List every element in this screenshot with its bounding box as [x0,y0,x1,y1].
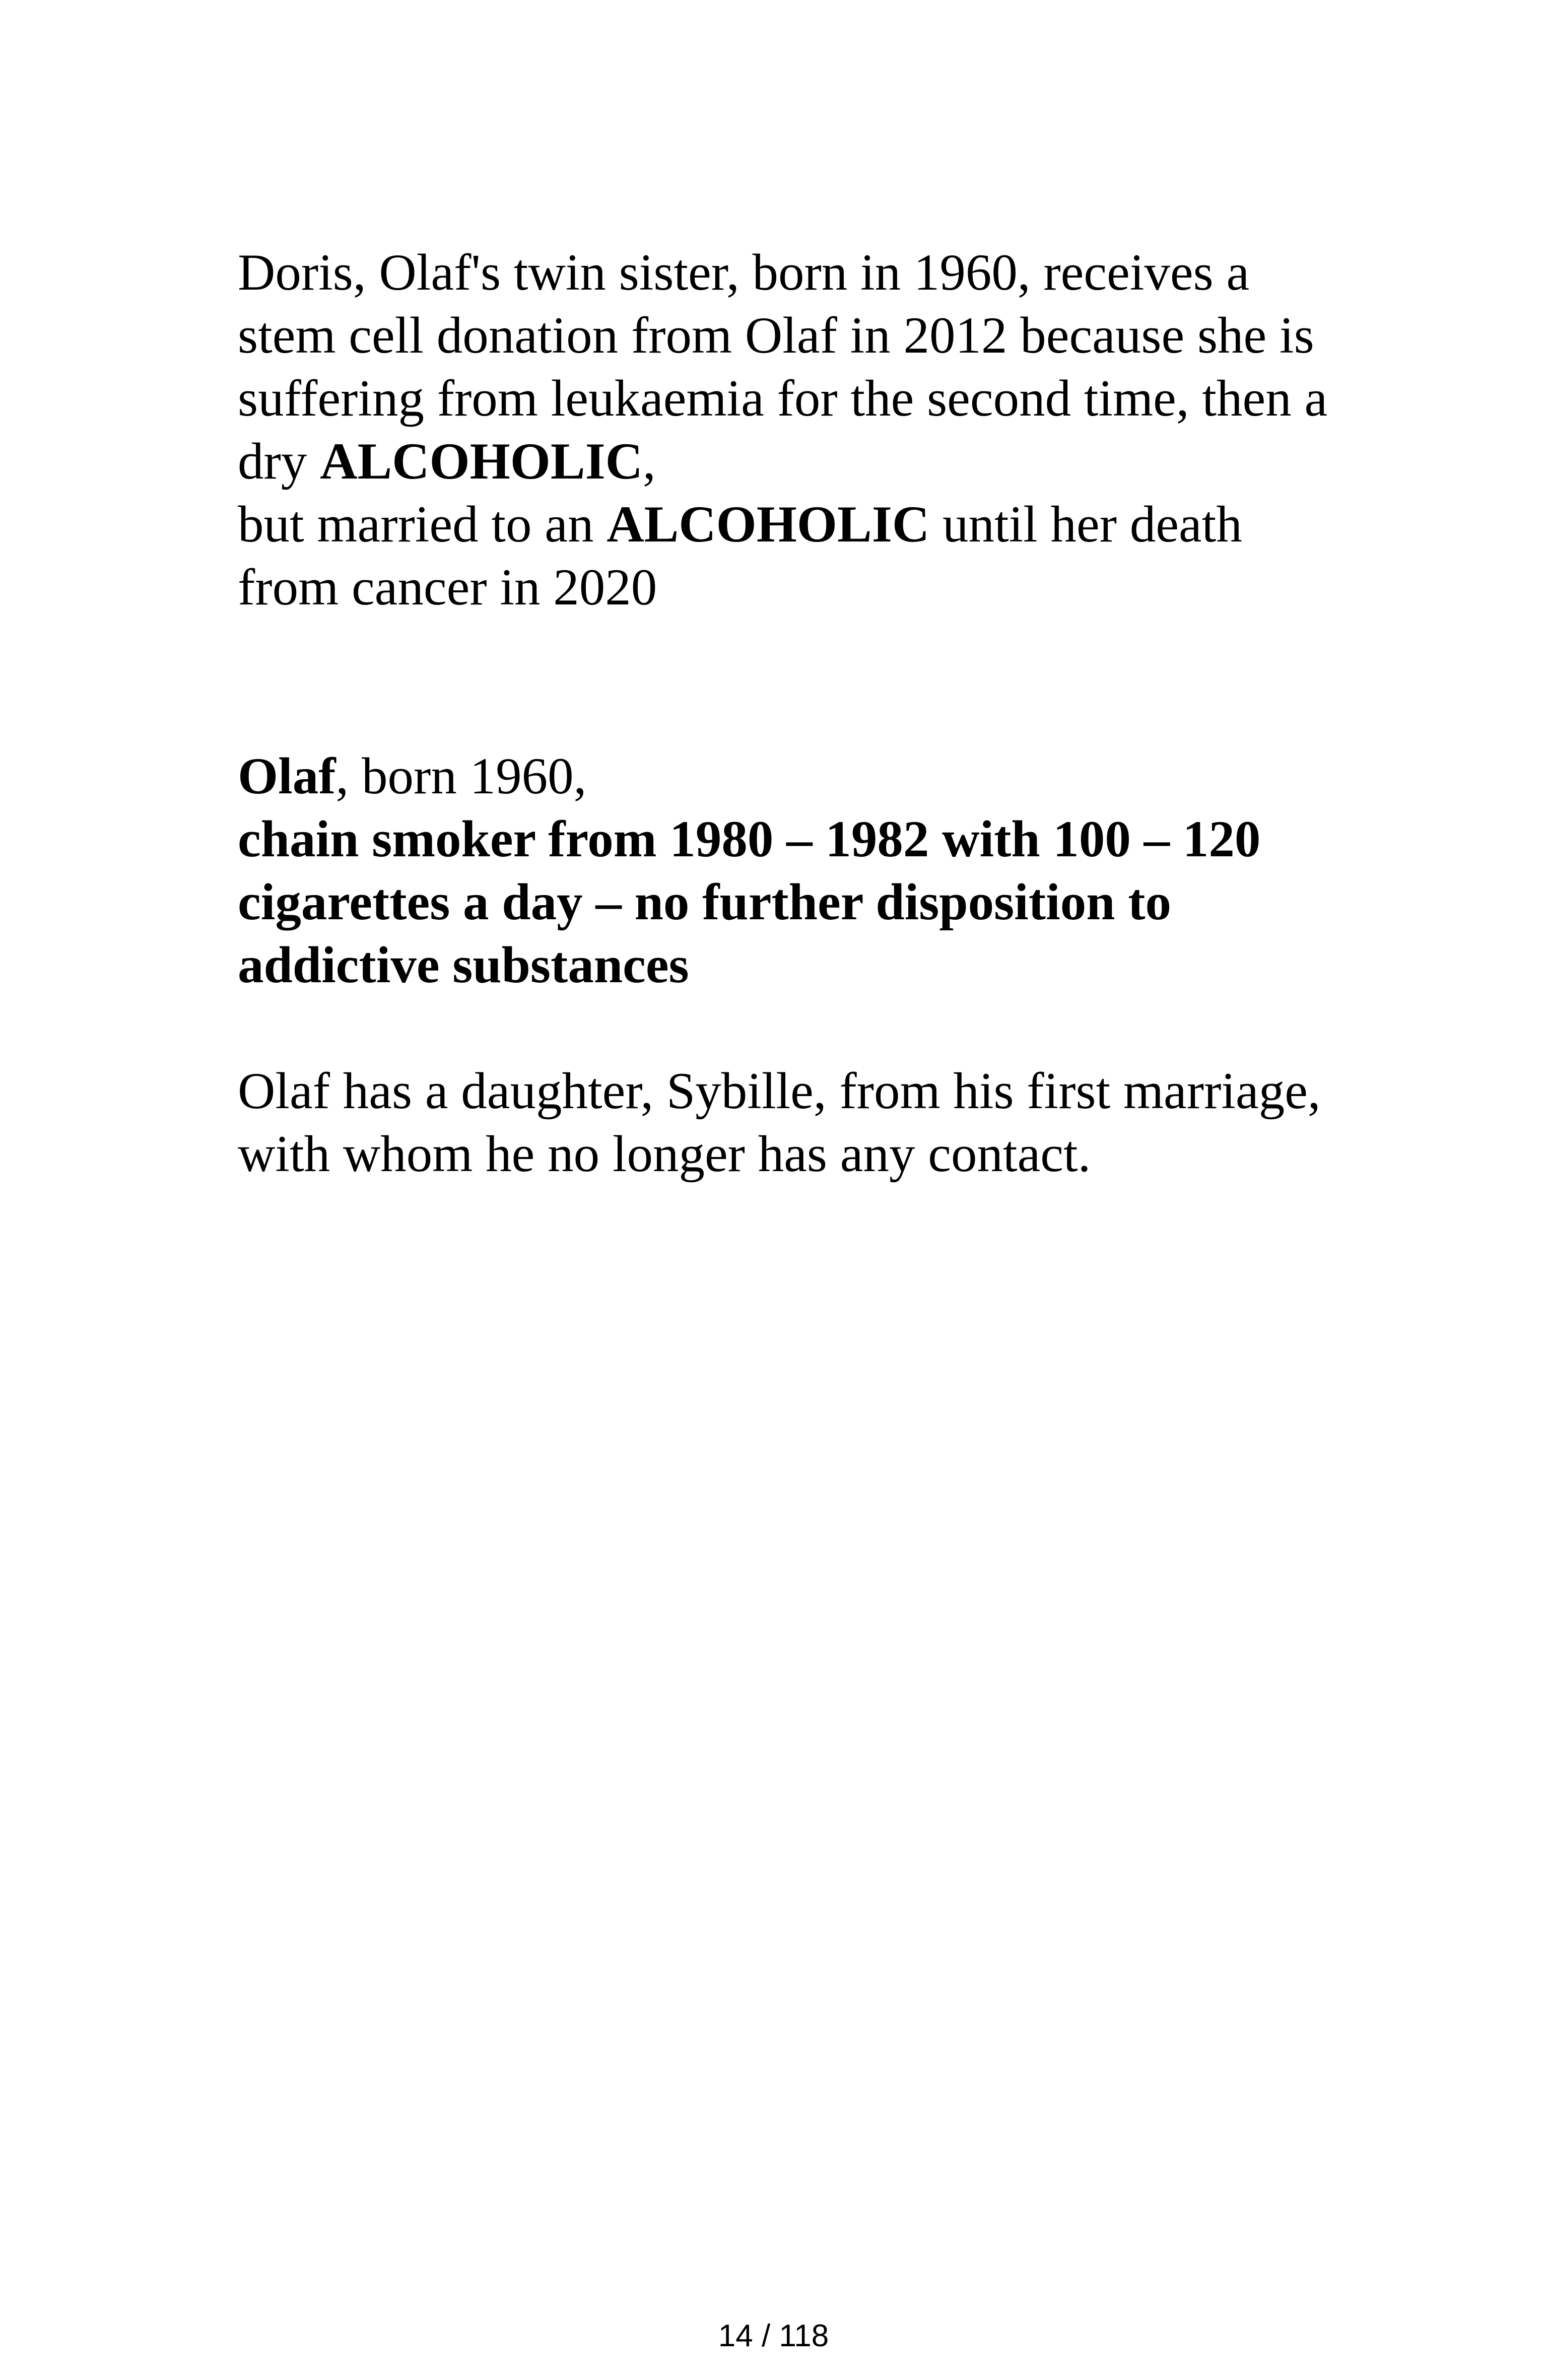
text-run: , [643,433,656,490]
text-run: Olaf has a daughter, Sybille, from his first marriage, [238,1062,1321,1120]
text-line [238,1060,1321,1123]
text-line [238,745,1316,808]
text-line [238,1123,1316,1186]
bold-text-run: ALCOHOLIC [607,496,930,553]
text-run: , born 1960, [335,747,587,805]
bold-text-run: cigarettes a day – no further disposition to [238,873,1172,931]
text-line [238,934,1316,997]
text-line [238,241,1316,304]
text-run: Doris, Olaf's twin sister, born in 1960, receives a [238,244,1250,301]
text-line [238,367,1328,430]
text-run: dry [238,433,320,490]
bold-text-run: ALCOHOLIC [320,433,643,490]
bold-text-run: addictive substances [238,936,689,994]
text-line [238,871,1316,934]
page-number: 14 / 118 [718,2319,829,2353]
text-line [238,493,1316,556]
text-line [238,430,1316,493]
text-run: with whom he no longer has any contact. [238,1125,1091,1183]
paragraph-daughter [238,1060,1321,1186]
bold-text-run: chain smoker from 1980 – 1982 with 100 – 120 [238,810,1261,868]
text-run: until her death [929,496,1242,553]
paragraph-doris [238,241,1328,619]
text-line [238,808,1316,871]
bold-text-run: Olaf [238,747,336,805]
paragraph-olaf [238,745,1316,997]
text-run: stem cell donation from Olaf in 2012 because she is [238,307,1314,364]
text-run: from cancer in 2020 [238,559,657,616]
text-line [238,556,1316,619]
text-run: but married to an [238,496,607,553]
text-run: suffering from leukaemia for the second time, then a [238,370,1328,427]
text-line [238,304,1316,367]
